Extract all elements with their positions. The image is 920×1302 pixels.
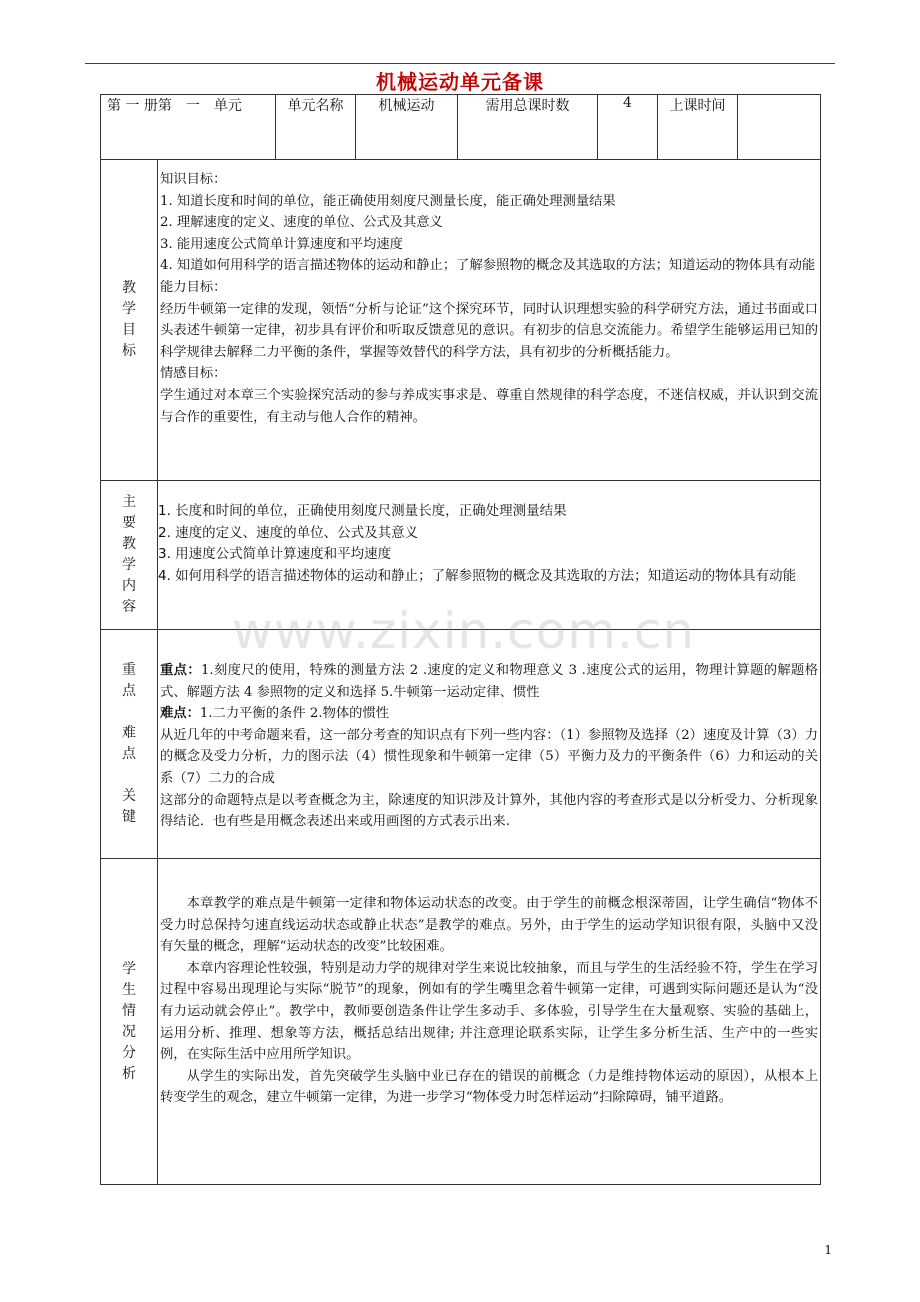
objectives-row: [101, 160, 821, 481]
ability-text: 经历牛顿第一定律的发现，领悟“分析与论证”这个探究环节，同时认识理想实验的科学研究方法，通过书面或口头表述牛顿第一定律，初步具有评价和听取反馈意见的意识。有初步的信息交流能力。希望学生能够运用已知的科学规律去解释二力平衡的条件，掌握等效替代的科学方法，具有初步的分析概括能力。: [160, 301, 818, 360]
time-label: 上课时间: [658, 95, 738, 160]
ability-heading: 能力目标：: [160, 279, 227, 295]
student-analysis-content: [158, 859, 821, 1185]
feature-text: 这部分的命题特点是以考查概念为主，除速度的知识涉及计算外，其他内容的考查形式是以分析受力、分析现象得结论．也有些是用概念表述出来或用画图的方式表示出来.: [160, 792, 818, 830]
knowledge-item: 1. 知道长度和时间的单位，能正确使用刻度尺测量长度，能正确处理测量结果: [160, 193, 616, 209]
content-item: 4. 如何用科学的语言描述物体的运动和静止；了解参照物的概念及其选取的方法；知道运动的物体具有动能: [158, 567, 797, 584]
student-analysis-row: [101, 859, 821, 1185]
hours-label: 需用总课时数: [458, 95, 598, 160]
page-title: 机械运动单元备课: [376, 70, 544, 94]
header-rule: [85, 63, 835, 64]
knowledge-item: 3. 能用速度公式简单计算速度和平均速度: [160, 236, 403, 252]
emotion-text: 学生通过对本章三个实验探究活动的参与养成实事求是、尊重自然规律的科学态度，不迷信权威，并认识到交流与合作的重要性，有主动与他人合作的精神。: [160, 387, 818, 425]
main-content-label: 主 要 教 学 内 容: [101, 481, 158, 630]
unit-name-value: 机械运动: [356, 95, 458, 160]
objectives-label: 教 学 目 标: [101, 160, 158, 481]
knowledge-item: 2. 理解速度的定义、速度的单位、公式及其意义: [160, 215, 443, 231]
watermark: www.zixin.com.cn: [232, 602, 696, 660]
content-item: 1. 长度和时间的单位，正确使用刻度尺测量长度，正确处理测量结果: [158, 503, 567, 519]
focus-paragraph: [160, 660, 818, 703]
knowledge-heading: 知识目标：: [160, 172, 227, 187]
focus-label: 重点：: [160, 663, 201, 678]
analysis-paragraph: 本章教学的难点是牛顿第一定律和物体运动状态的改变。由于学生的前概念根深蒂固，让学生确信“物体不受力时总保持匀速直线运动状态或静止状态”是教学的难点。另外，由于学生的运动学知识很有限，头脑中又没有矢量的概念，理解“运动状态的改变”比较困难。: [160, 896, 818, 955]
analysis-paragraph: 从学生的实际出发，首先突破学生头脑中业已存在的错误的前概念（力是维持物体运动的原因），从根本上转变学生的观念，建立牛顿第一定律，为进一步学习“物体受力时怎样运动”扫除障碍，铺平道路。: [160, 1068, 818, 1106]
difficulty-paragraph: [160, 703, 818, 725]
focus-text: 1.刻度尺的使用，特殊的测量方法 2 .速度的定义和物理意义 3 .速度公式的运用，物理计算题的解题格式、解题方法 4 参照物的定义和选择 5.牛顿第一运动定律、惯性: [160, 663, 818, 700]
analysis-paragraph: 本章内容理论性较强，特别是动力学的规律对学生来说比较抽象，而且与学生的生活经验不符，学生在学习过程中容易出现理论与实际“脱节”的现象，例如有的学生嘴里念着牛顿第一定律，可遇到实际问题还是认为“没有力运动就会停止”。教学中，教师要创造条件让学生多动手、多体验，引导学生在大量观察、实验的基础上，运用分析、推理、想象等方法，概括总结出规律; 并注意理论联系实际，让学生多分析生活、生产中的一些实例，在实际生活中应用所学知识。: [160, 960, 818, 1063]
page-number: 1: [824, 1243, 832, 1257]
volume-unit-cell: 第 一 册第 一 单元: [101, 95, 276, 160]
time-value: [738, 95, 821, 160]
key-points-row: [101, 630, 821, 859]
hours-value: 4: [598, 95, 658, 160]
student-analysis-label: 学 生 情 况 分 析: [101, 859, 158, 1185]
key-points-label: 重 点 难 点 关 键: [101, 630, 158, 859]
emotion-heading: 情感目标：: [160, 366, 227, 382]
content-item: 2. 速度的定义、速度的单位、公式及其意义: [158, 524, 419, 541]
knowledge-item: 4. 知道如何用科学的语言描述物体的运动和静止；了解参照物的概念及其选取的方法；知道运动的物体具有动能: [160, 258, 816, 274]
header-row: [101, 95, 821, 160]
difficulty-label: 难点：: [160, 706, 200, 722]
objectives-content: [158, 160, 821, 481]
key-points-content: [158, 630, 821, 859]
content-item: 3. 用速度公式简单计算速度和平均速度: [158, 546, 392, 562]
difficulty-text: 1.二力平衡的条件 2.物体的惯性: [199, 706, 390, 722]
exam-text: 从近几年的中考命题来看，这一部分考查的知识点有下列一些内容：（1）参照物及选择（2）速度及计算（3）力的概念及受力分析，力的图示法（4）惯性现象和牛顿第一定律（5）平衡力及力的平衡条件（6）力和运动的关系（7）二力的合成: [160, 727, 818, 786]
unit-name-label: 单元名称: [276, 95, 356, 160]
